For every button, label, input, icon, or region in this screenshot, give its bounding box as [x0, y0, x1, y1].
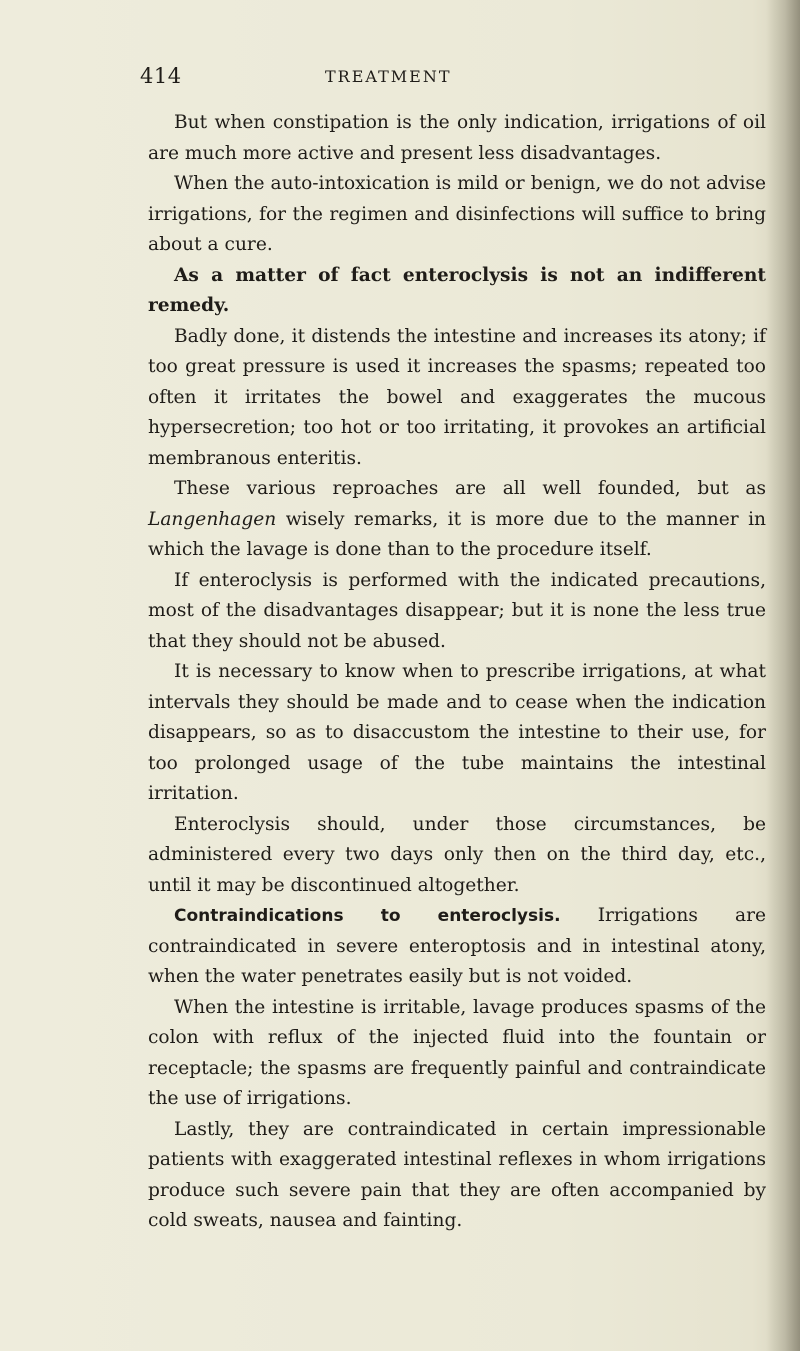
paragraph-7: It is necessary to know when to prescribe irrigations, at what intervals they should be made and to cease when the indication disappears, so as to disaccustom the intestine to their use, for too prolonged usage of the tube maintains the intestinal irritation.: [148, 661, 766, 804]
paragraph-11: Lastly, they are contraindicated in certain impressionable patients with exaggerated intestinal reflexes in whom irrigations produce such severe pain that they are often accompanied by cold sweats, nausea and fainting.: [148, 1118, 766, 1231]
paragraph-4: Badly done, it distends the intestine and increases its atony; if too great pressure is used it increases the spasms; repeated too often it irritates the bowel and exaggerates the mucous hypersecretion; too hot or too irritating, it provokes an artificial membranous enteritis.: [148, 325, 766, 469]
running-head: TREATMENT: [325, 67, 452, 86]
paragraph-10: When the intestine is irritable, lavage produces spasms of the colon with reflux of the injected fluid into the fountain or receptacle; the spasms are frequently painful and contraindicate the use of irrigations.: [148, 996, 766, 1109]
paragraph-5-pre: These various reproaches are all well founded, but as: [174, 478, 766, 499]
paragraph-6: If enteroclysis is performed with the indicated precautions, most of the disadvantages disappear; but it is none the less true that they should not be abused.: [148, 569, 766, 652]
paragraph-9: [148, 901, 766, 993]
page-number: 414: [140, 64, 182, 88]
paragraph-1: But when constipation is the only indication, irrigations of oil are much more active and present less disadvantages.: [148, 112, 766, 164]
author-name-italic: Langenhagen: [148, 508, 277, 530]
paragraph-2: When the auto-intoxication is mild or benign, we do not advise irrigations, for the regimen and disinfections will suffice to bring about a cure.: [148, 173, 766, 255]
paragraph-5: [148, 474, 766, 566]
paragraph-5-post: wisely remarks, it is more due to the manner in which the lavage is done than to the procedure itself.: [148, 508, 766, 560]
body-text: [148, 108, 766, 1237]
page-edge-shadow: [766, 0, 800, 1351]
paragraph-8: Enteroclysis should, under those circumstances, be administered every two days only then on the third day, etc., until it may be discontinued altogether.: [148, 813, 766, 896]
paragraph-3-bold-statement: As a matter of fact enteroclysis is not an indifferent remedy.: [148, 264, 766, 316]
contraindications-heading: Contraindications to enteroclysis.: [174, 906, 561, 926]
page-header: [140, 62, 770, 92]
paragraph-9-text: Irrigations are contraindicated in severe enteroptosis and in intestinal atony, when the water penetrates easily but is not voided.: [148, 905, 766, 987]
